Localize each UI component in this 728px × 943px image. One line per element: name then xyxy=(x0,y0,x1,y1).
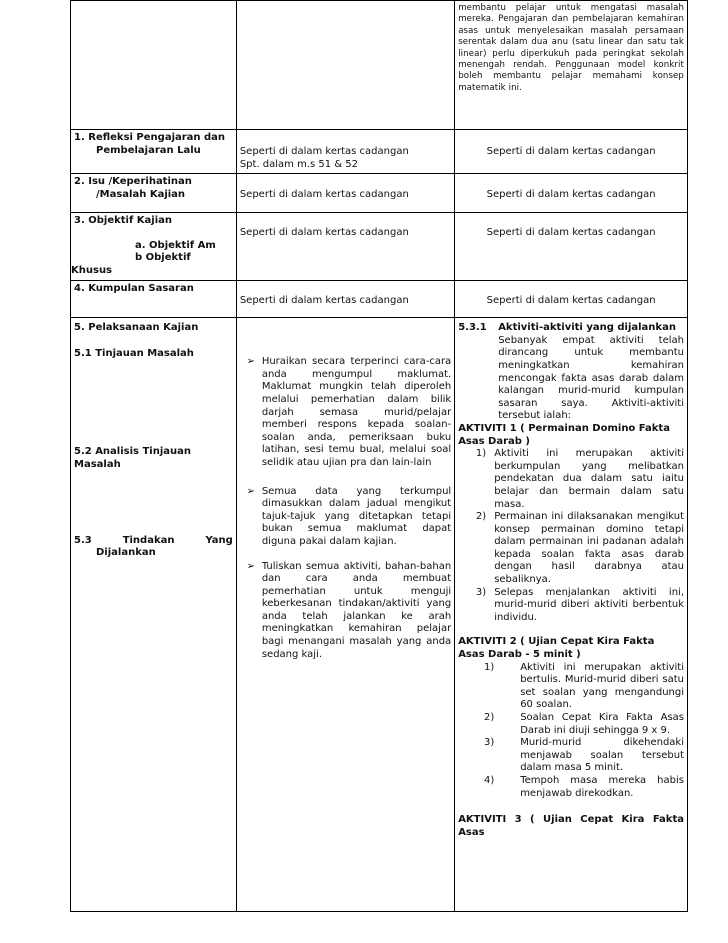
item-number: 1) xyxy=(484,661,495,673)
bullet-text: Huraikan secara terperinci cara-cara anda mengumpul maklumat. Maklumat mungkin telah diperoleh melalui pemerhatian dalam bilik darjah semasa murid/pelajar memberi respons kepada soalan-soalan anda, pemeriksaan buku latihan, sesi temu bual, melalui soal selidik atau ujian pra dan lain-lain xyxy=(261,356,452,468)
arrow-bullet-icon: ➢ xyxy=(246,560,256,572)
continuation-text xyxy=(455,1,688,130)
cell-text: Seperti di dalam kertas cadangan xyxy=(239,146,409,157)
cell-col3 xyxy=(455,213,688,281)
table-row-pelaksanaan xyxy=(71,318,688,912)
item-number: 1) xyxy=(475,448,487,460)
item-text: Aktiviti ini merupakan aktiviti bertulis. Murid-murid diberi satu set soalan yang mengandungi 60 soalan. xyxy=(520,661,684,711)
cell-text: Seperti di dalam kertas cadangan xyxy=(486,295,656,307)
row-label-line: /Masalah Kajian xyxy=(96,188,186,200)
bullet-item xyxy=(240,356,451,469)
table-row-kumpulan xyxy=(71,281,688,318)
bullet-item xyxy=(240,561,451,662)
row-label-line: Pembelajaran Lalu xyxy=(96,144,201,156)
cell-col2 xyxy=(236,318,454,912)
section-title: Aktiviti-aktiviti yang dijalankan xyxy=(498,322,676,334)
bullet-text: Tuliskan semua aktiviti, bahan-bahan dan cara anda membuat pemerhatian untuk menguji keberkesanan tindakan/aktiviti yang anda telah jalankan ke arah meningkatkan kemahiran pelajar bagi menangani masalah yang anda sedang kaji. xyxy=(261,560,452,660)
row-label-line: 3. Objektif Kajian xyxy=(74,215,173,227)
cell-col2 xyxy=(236,130,454,174)
cell-col3 xyxy=(455,318,688,912)
activity-item xyxy=(458,448,684,511)
row-label-line: 4. Kumpulan Sasaran xyxy=(74,283,194,295)
action-research-table xyxy=(70,0,688,912)
activity-title: AKTIVITI 1 ( Permainan Domino Fakta Asas Darab ) xyxy=(458,422,670,447)
row-label xyxy=(71,281,237,318)
activity-item xyxy=(458,587,684,625)
activity-item xyxy=(458,662,684,712)
sub-label-word: Tindakan xyxy=(122,534,175,546)
row-label-line: 2. Isu /Keperihatinan xyxy=(74,176,192,188)
cell-col3 xyxy=(455,130,688,174)
row-sub-label: a. Objektif Am xyxy=(135,239,216,251)
row-sub-label: Khusus xyxy=(71,264,113,276)
row-sub-label: 5.2 Analisis Tinjauan Masalah xyxy=(74,446,192,470)
row-sub-label: b Objektif xyxy=(135,252,191,264)
activity-item xyxy=(458,511,684,587)
row-label-line: 5. Pelaksanaan Kajian xyxy=(74,322,199,334)
item-number: 3) xyxy=(475,586,487,598)
activity-item xyxy=(458,737,684,775)
row-label xyxy=(71,213,237,281)
cell-empty xyxy=(71,1,237,130)
row-label xyxy=(71,130,237,174)
activity-item xyxy=(458,712,684,737)
arrow-bullet-icon: ➢ xyxy=(246,356,256,368)
activity-item xyxy=(458,775,684,800)
row-label xyxy=(71,318,237,912)
bullet-item xyxy=(240,486,451,549)
cell-text: Seperti di dalam kertas cadangan xyxy=(486,189,656,201)
table-row-refleksi xyxy=(71,130,688,174)
item-number: 3) xyxy=(484,737,495,749)
cell-col3 xyxy=(455,174,688,213)
item-text: Selepas menjalankan aktiviti ini, murid-murid diberi aktiviti berbentuk individu. xyxy=(494,586,684,623)
section-number: 5.3.1 xyxy=(458,322,487,334)
sub-label-word: Yang xyxy=(205,534,233,546)
continuation-paragraph: membantu pelajar untuk mengatasi masalah mereka. Pengajaran dan pembelajaran kemahiran asas untuk menyelesaikan masalah persamaan serentak dalam dua anu (satu linear dan satu tak linear) perlu diperkukuh pada peringkat sekolah menengah rendah. Penggunaan model konkrit boleh membantu pelajar memahami konsep matematik ini. xyxy=(458,3,684,93)
activity-title: AKTIVITI 3 ( Ujian Cepat Kira Fakta Asas xyxy=(458,814,684,838)
table-row-isu xyxy=(71,174,688,213)
row-label-line: 1. Refleksi Pengajaran dan xyxy=(74,132,226,143)
item-text: Soalan Cepat Kira Fakta Asas Darab ini diuji sehingga 9 x 9. xyxy=(520,712,684,736)
arrow-bullet-icon: ➢ xyxy=(246,485,256,497)
item-text: Aktiviti ini merupakan aktiviti berkumpulan yang melibatkan pendekatan dua dalam satu iaitu belajar dan bermain dalam satu masa. xyxy=(494,448,684,510)
item-text: Tempoh masa mereka habis menjawab direkodkan. xyxy=(520,774,684,799)
bullet-text: Semua data yang terkumpul dimasukkan dalam jadual mengikut tajuk-tajuk yang ditetapkan tetapi bukan semua maklumat dapat diguna pakai dalam kajian. xyxy=(261,485,452,547)
row-label xyxy=(71,174,237,213)
document-page xyxy=(70,0,688,912)
cell-text: Spt. dalam m.s 51 & 52 xyxy=(239,158,359,170)
row-sub-label: 5.1 Tinjauan Masalah xyxy=(74,347,194,359)
table-row-objektif xyxy=(71,213,688,281)
cell-text: Seperti di dalam kertas cadangan xyxy=(486,146,656,157)
table-row-continuation xyxy=(71,1,688,130)
item-number: 2) xyxy=(484,712,495,723)
cell-col2 xyxy=(236,281,454,318)
section-intro: Sebanyak empat aktiviti telah dirancang untuk membantu meningkatkan kemahiran mencongak fakta asas darab dalam kalangan murid-murid kumpulan sasaran saya. Aktiviti-aktiviti tersebut ialah: xyxy=(498,334,684,422)
sub-label-number: 5.3 xyxy=(74,534,92,546)
item-number: 2) xyxy=(475,511,487,523)
item-number: 4) xyxy=(484,774,495,786)
cell-col2 xyxy=(236,174,454,213)
section-heading xyxy=(458,322,684,335)
cell-text: Seperti di dalam kertas cadangan xyxy=(239,189,409,201)
activity-title: AKTIVITI 2 ( Ujian Cepat Kira Fakta Asas Darab - 5 minit ) xyxy=(458,636,655,661)
cell-col3 xyxy=(455,281,688,318)
row-sub-label-53 xyxy=(74,535,233,548)
cell-text: Seperti di dalam kertas cadangan xyxy=(486,227,656,239)
cell-text: Seperti di dalam kertas cadangan xyxy=(239,295,409,307)
cell-text: Seperti di dalam kertas cadangan xyxy=(239,227,409,239)
cell-col2 xyxy=(236,213,454,281)
row-sub-label: Dijalankan xyxy=(96,547,156,559)
cell-empty xyxy=(236,1,454,130)
item-text: Permainan ini dilaksanakan mengikut konsep permainan domino tetapi dalam permainan ini padanan adalah kepada soalan fakta asas darab dengan hasil darabnya atau sebaliknya. xyxy=(494,511,684,586)
item-text: Murid-murid dikehendaki menjawab soalan tersebut dalam masa 5 minit. xyxy=(520,737,684,774)
